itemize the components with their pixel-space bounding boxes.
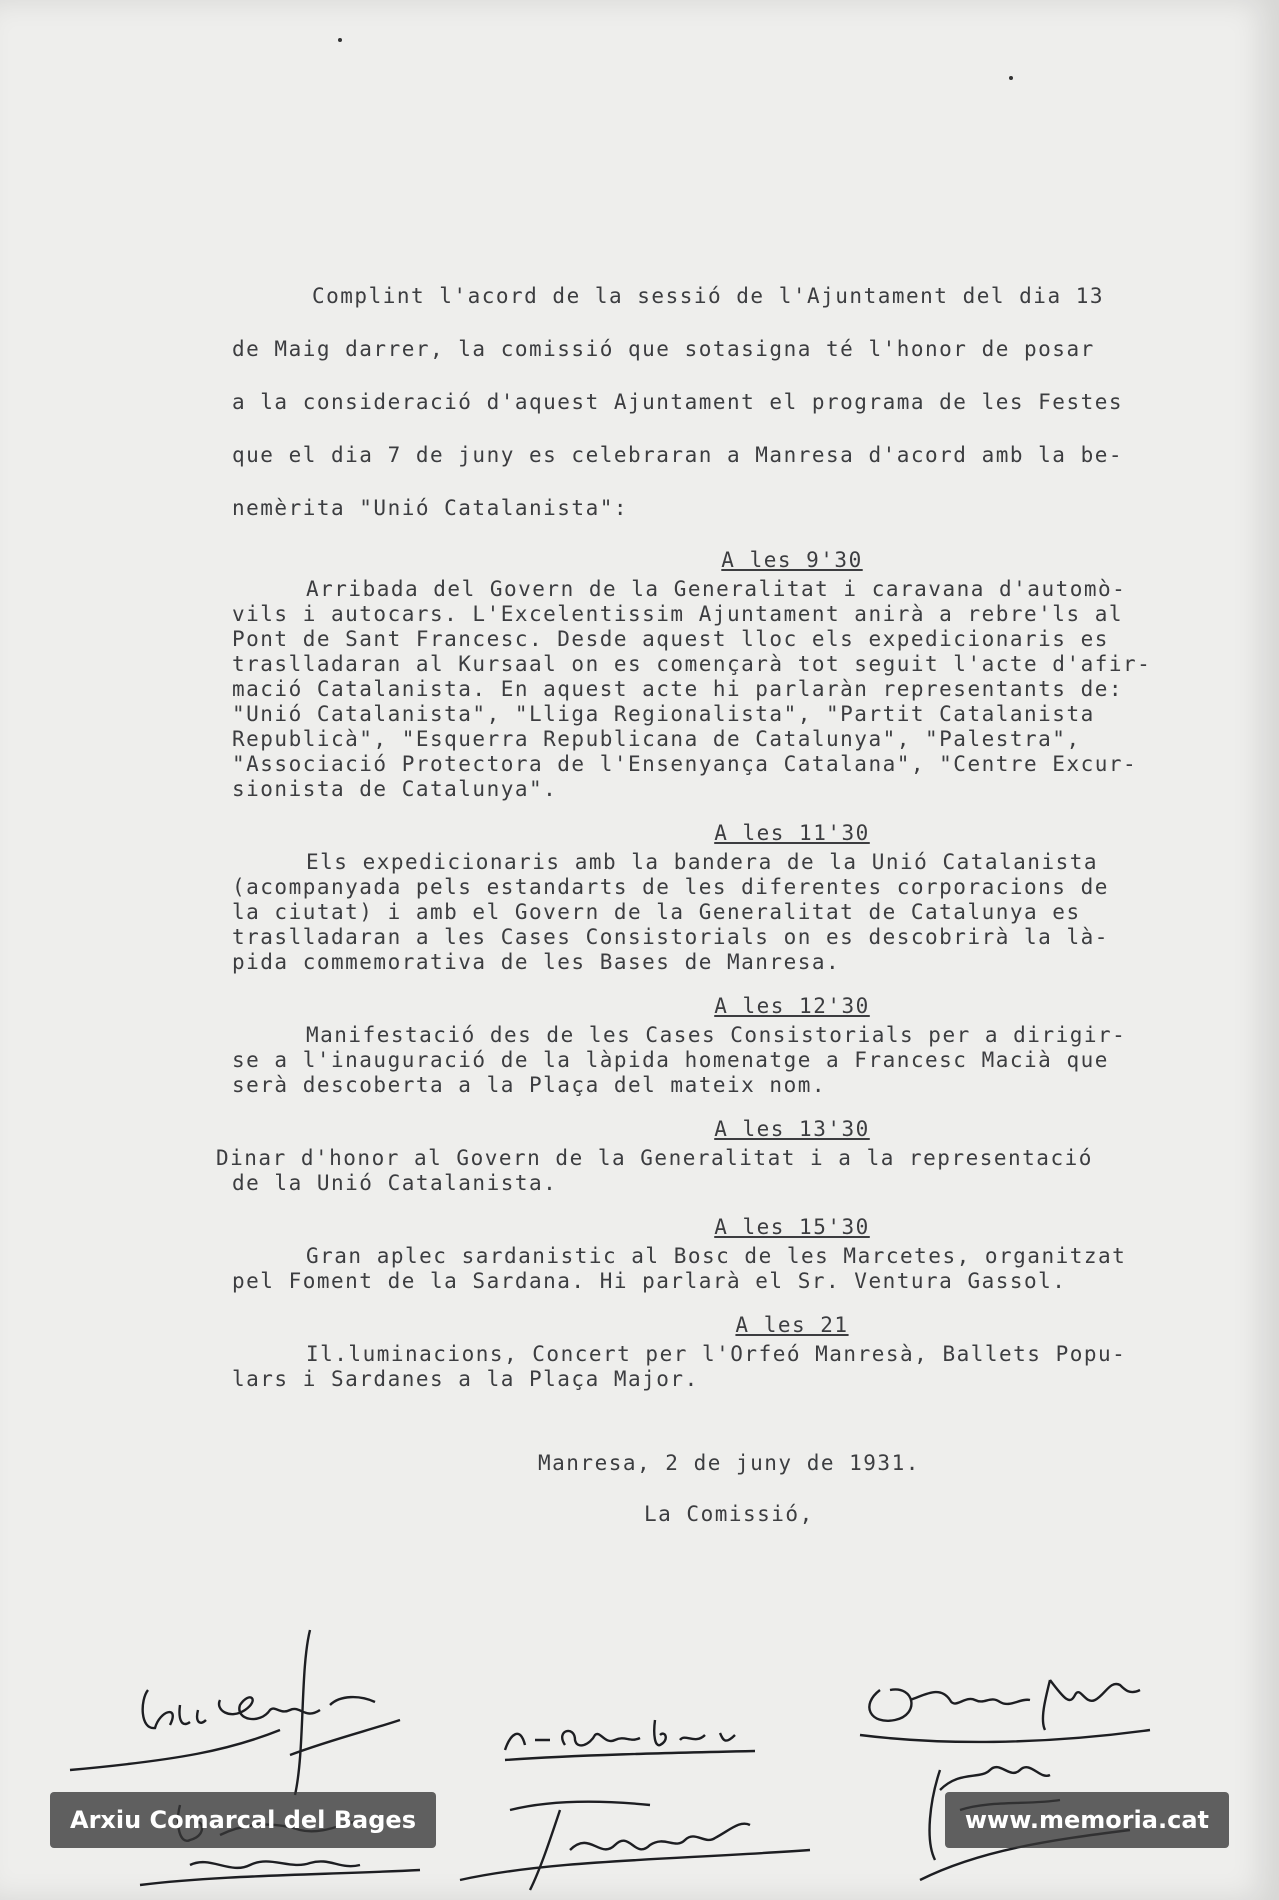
section-paragraph bbox=[232, 1342, 1212, 1392]
signature-cortes bbox=[495, 1705, 775, 1775]
paragraph-line: Dinar d'honor al Govern de la Generalitat i a la representació bbox=[216, 1146, 1093, 1170]
paragraph-line: traslladaran a les Cases Consistorials on es descobrirà la là- bbox=[232, 925, 1109, 949]
intro-line: de Maig darrer, la comissió que sotasigna té l'honor de posar bbox=[232, 337, 1095, 361]
paragraph-line: pida commemorativa de les Bases de Manresa. bbox=[232, 950, 841, 974]
paragraph-line: (acompanyada pels estandarts de les diferentes corporacions de bbox=[232, 875, 1109, 899]
intro-line: a la consideració d'aquest Ajuntament el programa de les Festes bbox=[232, 390, 1124, 414]
paragraph-line: Arribada del Govern de la Generalitat i caravana d'automò- bbox=[306, 577, 1127, 601]
place-date: Manresa, 2 de juny de 1931. bbox=[538, 1451, 920, 1475]
section-21 bbox=[232, 1308, 1212, 1392]
signatures-area bbox=[0, 1600, 1279, 1900]
section-heading: A les 9'30 bbox=[721, 548, 863, 572]
paragraph-line: se a l'inauguració de la làpida homenatge a Francesc Macià que bbox=[232, 1048, 1109, 1072]
section-1530 bbox=[232, 1210, 1212, 1294]
paragraph-line: Republicà", "Esquerra Republicana de Catalunya", "Palestra", bbox=[232, 727, 1081, 751]
paragraph-line: vils i autocars. L'Excelentissim Ajuntament anirà a rebre'ls al bbox=[232, 602, 1124, 626]
section-heading: A les 11'30 bbox=[714, 821, 870, 845]
intro-line: nemèrita "Unió Catalanista": bbox=[232, 496, 629, 520]
paragraph-line: de la Unió Catalanista. bbox=[232, 1171, 558, 1195]
archive-watermark: Arxiu Comarcal del Bages bbox=[50, 1792, 436, 1848]
paragraph-line: Els expedicionaris amb la bandera de la Unió Catalanista bbox=[306, 850, 1099, 874]
section-paragraph bbox=[232, 1244, 1212, 1294]
ink-speck bbox=[338, 38, 342, 42]
paragraph-line: Pont de Sant Francesc. Desde aquest lloc els expedicionaris es bbox=[232, 627, 1109, 651]
section-heading: A les 13'30 bbox=[714, 1117, 870, 1141]
section-1230 bbox=[232, 989, 1212, 1098]
section-heading: A les 21 bbox=[735, 1313, 849, 1337]
paragraph-line: Manifestació des de les Cases Consistorials per a dirigir- bbox=[306, 1023, 1127, 1047]
section-paragraph bbox=[232, 850, 1212, 975]
paragraph-line: mació Catalanista. En aquest acte hi parlaràn representants de: bbox=[232, 677, 1124, 701]
section-paragraph bbox=[232, 1023, 1212, 1098]
section-heading: A les 15'30 bbox=[714, 1215, 870, 1239]
paragraph-line: Il.luminacions, Concert per l'Orfeó Manresà, Ballets Popu- bbox=[306, 1342, 1127, 1366]
paragraph-line: la ciutat) i amb el Govern de la Generalitat de Catalunya es bbox=[232, 900, 1081, 924]
paragraph-line: "Unió Catalanista", "Lliga Regionalista", "Partit Catalanista bbox=[232, 702, 1095, 726]
paragraph-line: Gran aplec sardanistic al Bosc de les Marcetes, organitzat bbox=[306, 1244, 1127, 1268]
signature-marcet bbox=[450, 1790, 830, 1900]
committee-label: La Comissió, bbox=[644, 1502, 814, 1526]
paragraph-line: serà descoberta a la Plaça del mateix nom. bbox=[232, 1073, 827, 1097]
intro-line: Complint l'acord de la sessió de l'Ajuntament del dia 13 bbox=[312, 284, 1105, 308]
paragraph-line: traslladaran al Kursaal on es començarà tot seguit l'acte d'afir- bbox=[232, 652, 1152, 676]
paragraph-line: sionista de Catalunya". bbox=[232, 777, 558, 801]
intro-line: que el dia 7 de juny es celebraran a Manresa d'acord amb la be- bbox=[232, 443, 1124, 467]
paragraph-line: "Associació Protectora de l'Ensenyança Catalana", "Centre Excur- bbox=[232, 752, 1138, 776]
paragraph-line: lars i Sardanes a la Plaça Major. bbox=[232, 1367, 699, 1391]
section-paragraph bbox=[232, 577, 1212, 802]
ink-speck bbox=[1009, 76, 1013, 80]
paragraph-line: pel Foment de la Sardana. Hi parlarà el Sr. Ventura Gassol. bbox=[232, 1269, 1067, 1293]
section-paragraph bbox=[216, 1146, 1212, 1196]
section-0930 bbox=[232, 543, 1212, 802]
section-1330 bbox=[216, 1112, 1212, 1196]
section-1130 bbox=[232, 816, 1212, 975]
document-body bbox=[216, 270, 1212, 1526]
section-heading: A les 12'30 bbox=[714, 994, 870, 1018]
website-watermark: www.memoria.cat bbox=[945, 1792, 1229, 1848]
intro-paragraph bbox=[232, 270, 1212, 535]
